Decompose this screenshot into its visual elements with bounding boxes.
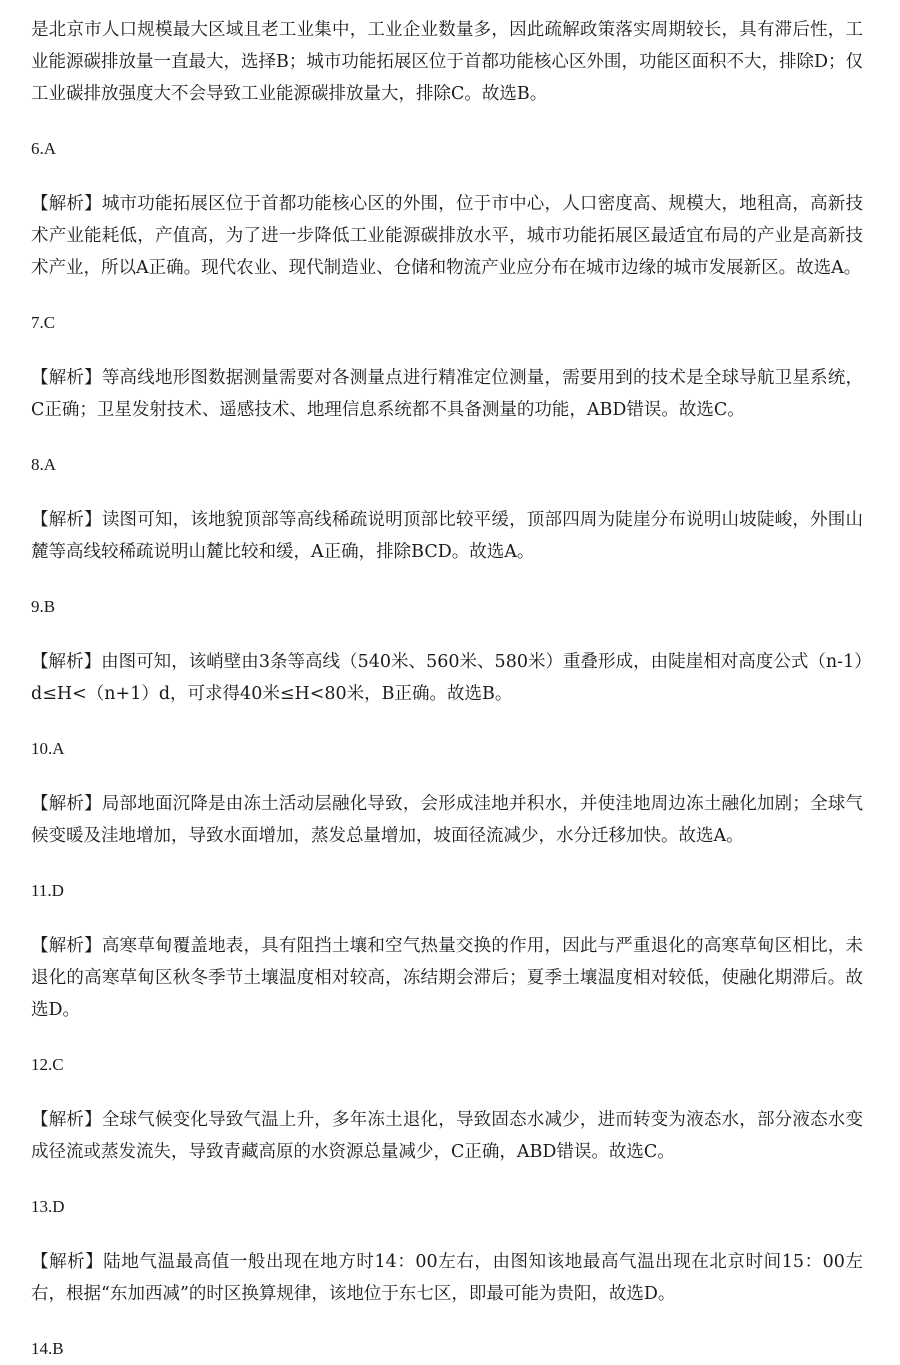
explanation-12: 【解析】全球气候变化导致气温上升，多年冻土退化，导致固态水减少，进而转变为液态水，部分液态水变成径流或蒸发流失，导致青藏高原的水资源总量减少，C正确，ABD错误。故选C。 [31, 1110, 863, 1162]
explanation-13: 【解析】陆地气温最高值一般出现在地方时14：00左右，由图知该地最高气温出现在北京时间15：00左右，根据“东加西减”的时区换算规律，该地位于东七区，即最可能为贵阳，故选D。 [31, 1252, 863, 1304]
answer-number-11: 11.D [31, 881, 64, 900]
explanation-6: 【解析】城市功能拓展区位于首都功能核心区的外围，位于市中心，人口密度高、规模大，地租高，高新技术产业能耗低，产值高，为了进一步降低工业能源碳排放水平，城市功能拓展区最适宜布局的产业是高新技术产业，所以A正确。现代农业、现代制造业、仓储和物流产业应分布在城市边缘的城市发展新区。故选A。 [31, 194, 863, 278]
explanation-9: 【解析】由图可知，该峭壁由3条等高线（540米、560米、580米）重叠形成，由陡崖相对高度公式（n-1）d≤H<（n+1）d，可求得40米≤H<80米，B正确。故选B。 [31, 652, 863, 704]
answer-number-8: 8.A [31, 455, 57, 474]
answer-number-10: 10.A [31, 739, 65, 758]
explanation-10: 【解析】局部地面沉降是由冻土活动层融化导致，会形成洼地并积水，并使洼地周边冻土融化加剧；全球气候变暖及洼地增加，导致水面增加，蒸发总量增加，坡面径流减少，水分迁移加快。故选A。 [31, 794, 863, 846]
answer-number-6: 6.A [31, 139, 57, 158]
explanation-11: 【解析】高寒草甸覆盖地表，具有阻挡土壤和空气热量交换的作用，因此与严重退化的高寒草甸区相比，未退化的高寒草甸区秋冬季节土壤温度相对较高，冻结期会滞后；夏季土壤温度相对较低，使融化期滞后。故选D。 [31, 936, 863, 1020]
explanation-8: 【解析】读图可知，该地貌顶部等高线稀疏说明顶部比较平缓，顶部四周为陡崖分布说明山坡陡峻，外围山麓等高线较稀疏说明山麓比较和缓，A正确，排除BCD。故选A。 [31, 510, 863, 562]
answer-number-9: 9.B [31, 597, 56, 616]
document-page [31, 14, 863, 1365]
explanation-7: 【解析】等高线地形图数据测量需要对各测量点进行精准定位测量，需要用到的技术是全球导航卫星系统，C正确；卫星发射技术、遥感技术、地理信息系统都不具备测量的功能，ABD错误。故选C。 [31, 368, 863, 420]
answer-number-13: 13.D [31, 1197, 65, 1216]
answer-number-12: 12.C [31, 1055, 64, 1074]
answer-number-14: 14.B [31, 1339, 64, 1358]
intro-paragraph: 是北京市人口规模最大区域且老工业集中，工业企业数量多，因此疏解政策落实周期较长，具有滞后性，工业能源碳排放量一直最大，选择B；城市功能拓展区位于首都功能核心区外围，功能区面积不大，排除D；仅工业碳排放强度大不会导致工业能源碳排放量大，排除C。故选B。 [31, 20, 863, 104]
answer-number-7: 7.C [31, 313, 56, 332]
